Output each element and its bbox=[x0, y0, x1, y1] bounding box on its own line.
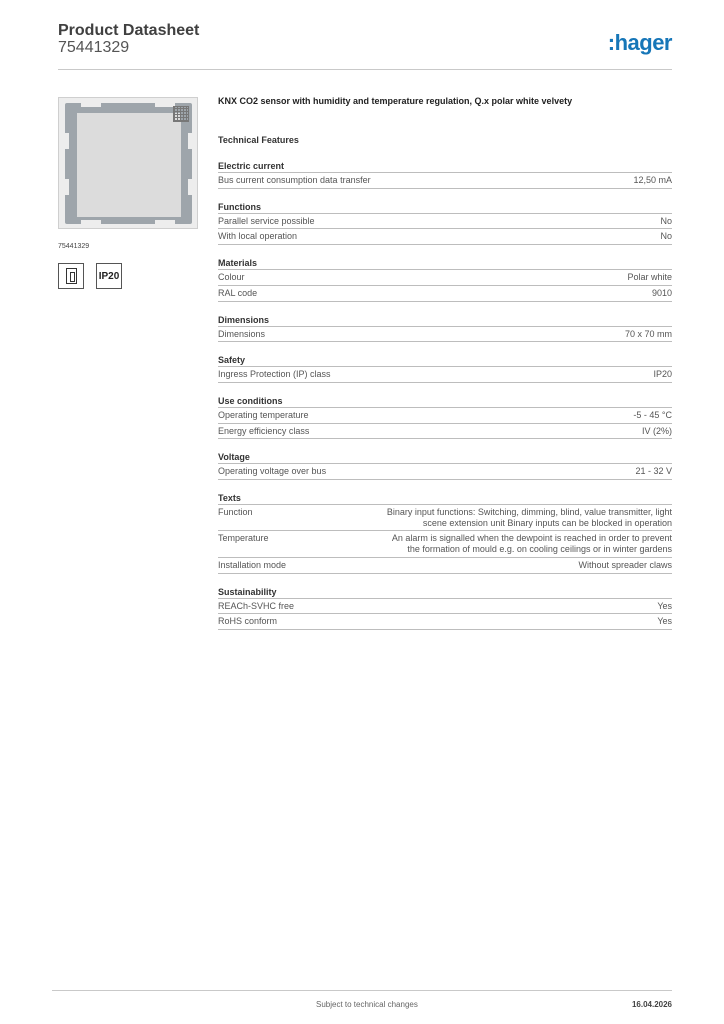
section-heading: Safety bbox=[218, 351, 672, 367]
spec-row bbox=[218, 464, 672, 480]
frame-notch bbox=[81, 220, 101, 224]
spec-row bbox=[218, 531, 672, 557]
frame-notch bbox=[188, 179, 192, 195]
spec-row bbox=[218, 229, 672, 245]
article-number: 75441329 bbox=[58, 39, 130, 56]
section-dimensions bbox=[218, 311, 672, 343]
flush-mount-badge bbox=[58, 263, 84, 289]
ip-rating-badge: IP20 bbox=[96, 263, 122, 289]
section-heading: Materials bbox=[218, 254, 672, 270]
spec-value: Yes bbox=[657, 600, 672, 611]
frame-notch bbox=[188, 133, 192, 149]
spec-row bbox=[218, 408, 672, 424]
section-heading: Use conditions bbox=[218, 392, 672, 408]
section-sustainability bbox=[218, 583, 672, 630]
spec-row bbox=[218, 558, 672, 574]
mounting-box-icon bbox=[66, 268, 77, 284]
page-footer bbox=[52, 990, 672, 1014]
spec-row bbox=[218, 286, 672, 302]
spec-row bbox=[218, 214, 672, 230]
section-heading: Sustainability bbox=[218, 583, 672, 599]
spec-value: Yes bbox=[657, 616, 672, 627]
spec-label: Energy efficiency class bbox=[218, 425, 310, 436]
spec-row bbox=[218, 424, 672, 440]
spec-label: Dimensions bbox=[218, 328, 266, 339]
spec-value: Binary input functions: Switching, dimming, blind, value transmitter, light scene extension unit Binary inputs can be blocked in operation bbox=[386, 507, 672, 528]
spec-label: RAL code bbox=[218, 287, 258, 298]
spec-value: IV (2%) bbox=[641, 425, 672, 436]
spec-value: 21 - 32 V bbox=[635, 466, 672, 477]
section-texts bbox=[218, 489, 672, 574]
spec-row bbox=[218, 367, 672, 383]
frame-notch bbox=[65, 179, 69, 195]
spec-label: Operating temperature bbox=[218, 409, 309, 420]
product-image bbox=[58, 97, 198, 229]
product-name: KNX CO2 sensor with humidity and temperature regulation, Q.x polar white velvety bbox=[218, 96, 573, 106]
spec-label: Function bbox=[218, 507, 253, 518]
section-heading: Functions bbox=[218, 198, 672, 214]
section-use-conditions bbox=[218, 392, 672, 439]
section-electric-current bbox=[218, 157, 672, 189]
sensor-grille-icon bbox=[173, 106, 189, 122]
spec-label: REACh-SVHC free bbox=[218, 600, 295, 611]
page-header bbox=[58, 22, 672, 70]
spec-label: RoHS conform bbox=[218, 616, 278, 627]
spec-row bbox=[218, 599, 672, 615]
spec-label: Parallel service possible bbox=[218, 215, 315, 226]
section-voltage bbox=[218, 448, 672, 480]
spec-value: 12,50 mA bbox=[633, 175, 672, 185]
spec-value: No bbox=[660, 231, 672, 242]
spec-value: 9010 bbox=[651, 287, 672, 298]
hager-logo: :hager bbox=[607, 30, 672, 55]
spec-label: With local operation bbox=[218, 231, 298, 242]
section-heading: Dimensions bbox=[218, 311, 672, 327]
spec-row bbox=[218, 614, 672, 630]
cover-plate-graphic bbox=[77, 113, 181, 217]
frame-notch bbox=[81, 103, 101, 107]
spec-row bbox=[218, 173, 672, 189]
technical-features-heading: Technical Features bbox=[218, 135, 299, 145]
section-heading: Texts bbox=[218, 489, 672, 505]
spec-label: Colour bbox=[218, 272, 245, 283]
spec-label: Temperature bbox=[218, 533, 269, 544]
spec-value: No bbox=[660, 215, 672, 226]
spec-label: Installation mode bbox=[218, 559, 287, 570]
spec-row bbox=[218, 327, 672, 343]
document-title: Product Datasheet bbox=[58, 22, 200, 39]
spec-label: Bus current consumption data transfer bbox=[218, 175, 371, 185]
section-heading: Voltage bbox=[218, 448, 672, 464]
spec-value: Without spreader claws bbox=[578, 559, 672, 570]
section-heading: Electric current bbox=[218, 157, 672, 173]
section-functions bbox=[218, 198, 672, 245]
spec-value: Polar white bbox=[627, 272, 672, 283]
spec-value: -5 - 45 °C bbox=[633, 409, 672, 420]
frame-notch bbox=[155, 220, 175, 224]
spec-content bbox=[218, 96, 672, 630]
frame-notch bbox=[65, 133, 69, 149]
footer-note: Subject to technical changes bbox=[316, 1000, 418, 1009]
image-caption: 75441329 bbox=[58, 243, 90, 250]
spec-label: Operating voltage over bus bbox=[218, 466, 327, 477]
frame-notch bbox=[155, 103, 175, 107]
section-safety bbox=[218, 351, 672, 383]
spec-value: An alarm is signalled when the dewpoint is reached in order to prevent the formation of mould e.g. on cooling ceilings or in winter gardens bbox=[391, 533, 672, 555]
frame-graphic bbox=[65, 103, 192, 224]
spec-row bbox=[218, 270, 672, 286]
footer-date: 16.04.2026 bbox=[631, 1000, 672, 1009]
spec-label: Ingress Protection (IP) class bbox=[218, 369, 331, 380]
spec-row bbox=[218, 505, 672, 531]
spec-value: 70 x 70 mm bbox=[624, 328, 672, 339]
spec-value: IP20 bbox=[653, 369, 672, 380]
section-materials bbox=[218, 254, 672, 301]
